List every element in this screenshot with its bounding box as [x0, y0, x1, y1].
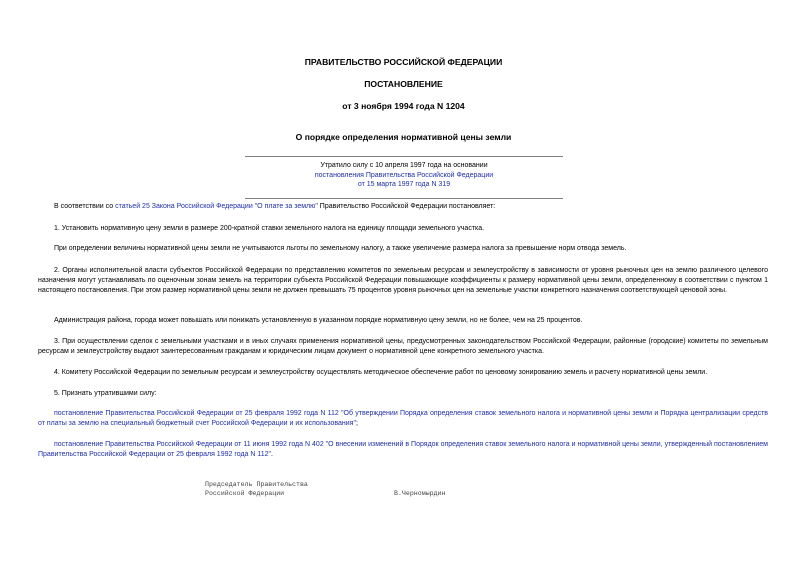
repealed-act-1-link[interactable]: постановление Правительства Российской Федерации от 25 февраля 1992 года N 112 "Об утверждении Порядка определения ставок земельного налога и нормативной цены земли и Порядка централизации средств от платы за землю на специальный бюджетный счет Российской Федерации и их использования" [38, 410, 768, 427]
repealed-item-1 [38, 409, 768, 429]
signatory-name: В.Черномырдин [394, 490, 446, 497]
status-note [245, 161, 563, 190]
paragraph-1-note: При определении величины нормативной цены земли не учитываются льготы по земельному налогу, а также увеличение размера налога за превышение норм отвода земель. [54, 245, 627, 252]
intro-paragraph [38, 202, 768, 212]
repealing-act-link[interactable]: постановления Правительства Российской Федерации [314, 171, 494, 179]
top-divider [245, 156, 563, 157]
law-article-link[interactable]: статьей 25 Закона Российской Федерации "О плате за землю" [115, 203, 318, 210]
intro-text-post: Правительство Российской Федерации постановляет: [317, 203, 496, 210]
repealed-item-1-tail: ; [355, 420, 358, 427]
status-note-text: Утратило силу с 10 апреля 1997 года на основании [320, 162, 488, 169]
repealed-item-2 [38, 440, 768, 460]
issuing-authority: ПРАВИТЕЛЬСТВО РОССИЙСКОЙ ФЕДЕРАЦИИ [304, 57, 503, 67]
paragraph-5: 5. Признать утратившими силу: [54, 390, 157, 397]
repealed-item-2-tail: . [271, 451, 273, 458]
document-date-number: от 3 ноября 1994 года N 1204 [342, 101, 465, 111]
repealing-act-date-link[interactable]: от 15 марта 1997 года N 319 [357, 181, 451, 188]
signatory-position-line-2: Российской Федерации [205, 490, 285, 497]
paragraph-2-note: Администрация района, города может повышать или понижать установленную в указанном порядке нормативную цену земли, но не более, чем на 25 процентов. [54, 317, 583, 324]
paragraph-4: 4. Комитету Российской Федерации по земельным ресурсам и землеустройству осуществлять методическое обеспечение работ по ценовому зонированию земель и расчету нормативной цены земли. [54, 369, 708, 376]
bottom-divider [245, 198, 563, 199]
paragraph-2: 2. Органы исполнительной власти субъектов Российской Федерации по представлению комитетов по земельным ресурсам и землеустройству в зависимости от уровня рыночных цен на землю различного целевого назначения могут устанавливать по оценочным зонам земель на территории субъекта Российской Федерации повышающие коэффициенты к размеру нормативной цены земли, определенному в соответствии с пунктом 1 настоящего постановления. При этом размер нормативной цены земли не должен превышать 75 процентов уровня рыночных цен на земельные участки конкретного назначения соответствующей ценовой зоны. [38, 267, 768, 294]
document-type: ПОСТАНОВЛЕНИЕ [364, 79, 443, 89]
repealed-act-2-link[interactable]: постановление Правительства Российской Федерации от 11 июня 1992 года N 402 "О внесении изменений в Порядок определения ставок земельного налога и нормативной цены земли, утвержденный постановлением Правительства Российской Федерации от 25 февраля 1992 года N 112" [38, 441, 768, 458]
intro-text-pre: В соответствии со [54, 203, 116, 210]
paragraph-1: 1. Установить нормативную цену земли в размере 200-кратной ставки земельного налога на единицу площади земельного участка. [54, 225, 485, 232]
signatory-position-line-1: Председатель Правительства [205, 481, 308, 488]
document-title: О порядке определения нормативной цены земли [295, 132, 512, 142]
paragraph-3: 3. При осуществлении сделок с земельными участками и в иных случаях применения нормативной цены, предусмотренных законодательством Российской Федерации, районные (городские) комитеты по земельным ресурсам и землеустройству выдают заинтересованным гражданам и юридическим лицам документ о нормативной цене конкретного земельного участка. [38, 338, 768, 355]
